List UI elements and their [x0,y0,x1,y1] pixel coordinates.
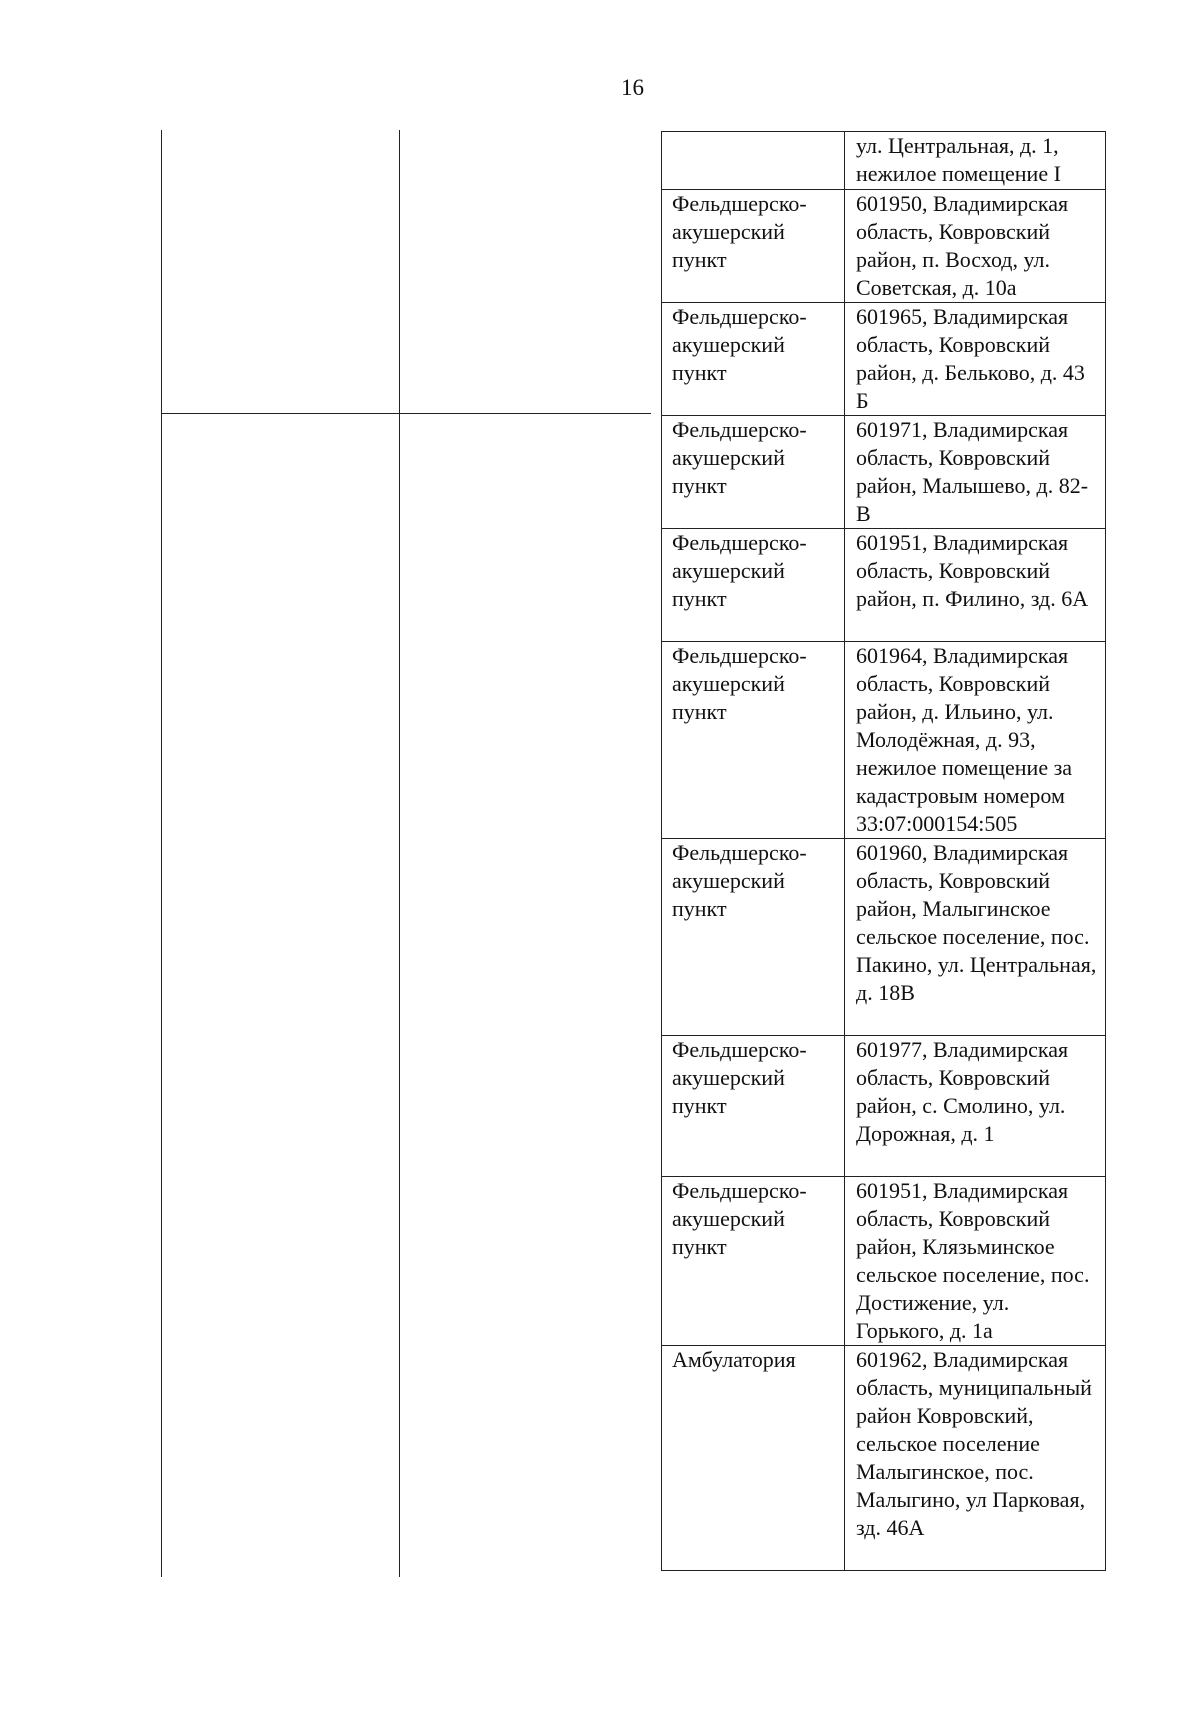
facility-address-cell: 601951, Владимирская область, Ковровский район, Клязьминское сельское поселение, пос. Достижение, ул. Горького, д. 1а [845,1177,1106,1346]
table-row [662,1346,1106,1571]
facility-table [661,131,1106,1571]
table-row [662,416,1106,529]
facility-type-cell: Фельдшерско-акушерский пункт [662,303,845,416]
left-table-column-divider [399,130,400,1577]
facility-address-cell: 601950, Владимирская область, Ковровский район, п. Восход, ул. Советская, д. 10а [845,190,1106,303]
facility-address-cell: 601971, Владимирская область, Ковровский район, Малышево, д. 82-В [845,416,1106,529]
facility-type-cell: Фельдшерско-акушерский пункт [662,1177,845,1346]
facility-address-cell: ул. Центральная, д. 1, нежилое помещение I [845,132,1106,190]
facility-address-cell: 601964, Владимирская область, Ковровский район, д. Ильино, ул. Молодёжная, д. 93, нежилое помещение за кадастровым номером 33:07:000154:505 [845,642,1106,839]
facility-address-cell: 601977, Владимирская область, Ковровский район, с. Смолино, ул. Дорожная, д. 1 [845,1036,1106,1177]
facility-type-cell: Фельдшерско-акушерский пункт [662,416,845,529]
facility-address-cell: 601962, Владимирская область, муниципальный район Ковровский, сельское поселение Малыгинское, пос. Малыгино, ул Парковая, зд. 46А [845,1346,1106,1571]
facility-type-cell: Амбулатория [662,1346,845,1571]
table-row [662,1177,1106,1346]
facility-type-cell: Фельдшерско-акушерский пункт [662,1036,845,1177]
table-row [662,1036,1106,1177]
table-row [662,303,1106,416]
table-row [662,190,1106,303]
facility-type-cell: Фельдшерско-акушерский пункт [662,190,845,303]
facility-address-cell: 601965, Владимирская область, Ковровский район, д. Бельково, д. 43 Б [845,303,1106,416]
left-table-row-divider [161,413,651,414]
page-number: 16 [621,75,644,100]
facility-type-cell: Фельдшерско-акушерский пункт [662,529,845,642]
table-row [662,839,1106,1036]
facility-address-cell: 601951, Владимирская область, Ковровский район, п. Филино, зд. 6А [845,529,1106,642]
table-row [662,642,1106,839]
facility-type-cell [662,132,845,190]
table-row [662,529,1106,642]
facility-type-cell: Фельдшерско-акушерский пункт [662,642,845,839]
left-table-border [161,130,162,1577]
facility-address-cell: 601960, Владимирская область, Ковровский район, Малыгинское сельское поселение, пос. Пакино, ул. Центральная, д. 18В [845,839,1106,1036]
facility-type-cell: Фельдшерско-акушерский пункт [662,839,845,1036]
table-row [662,132,1106,190]
